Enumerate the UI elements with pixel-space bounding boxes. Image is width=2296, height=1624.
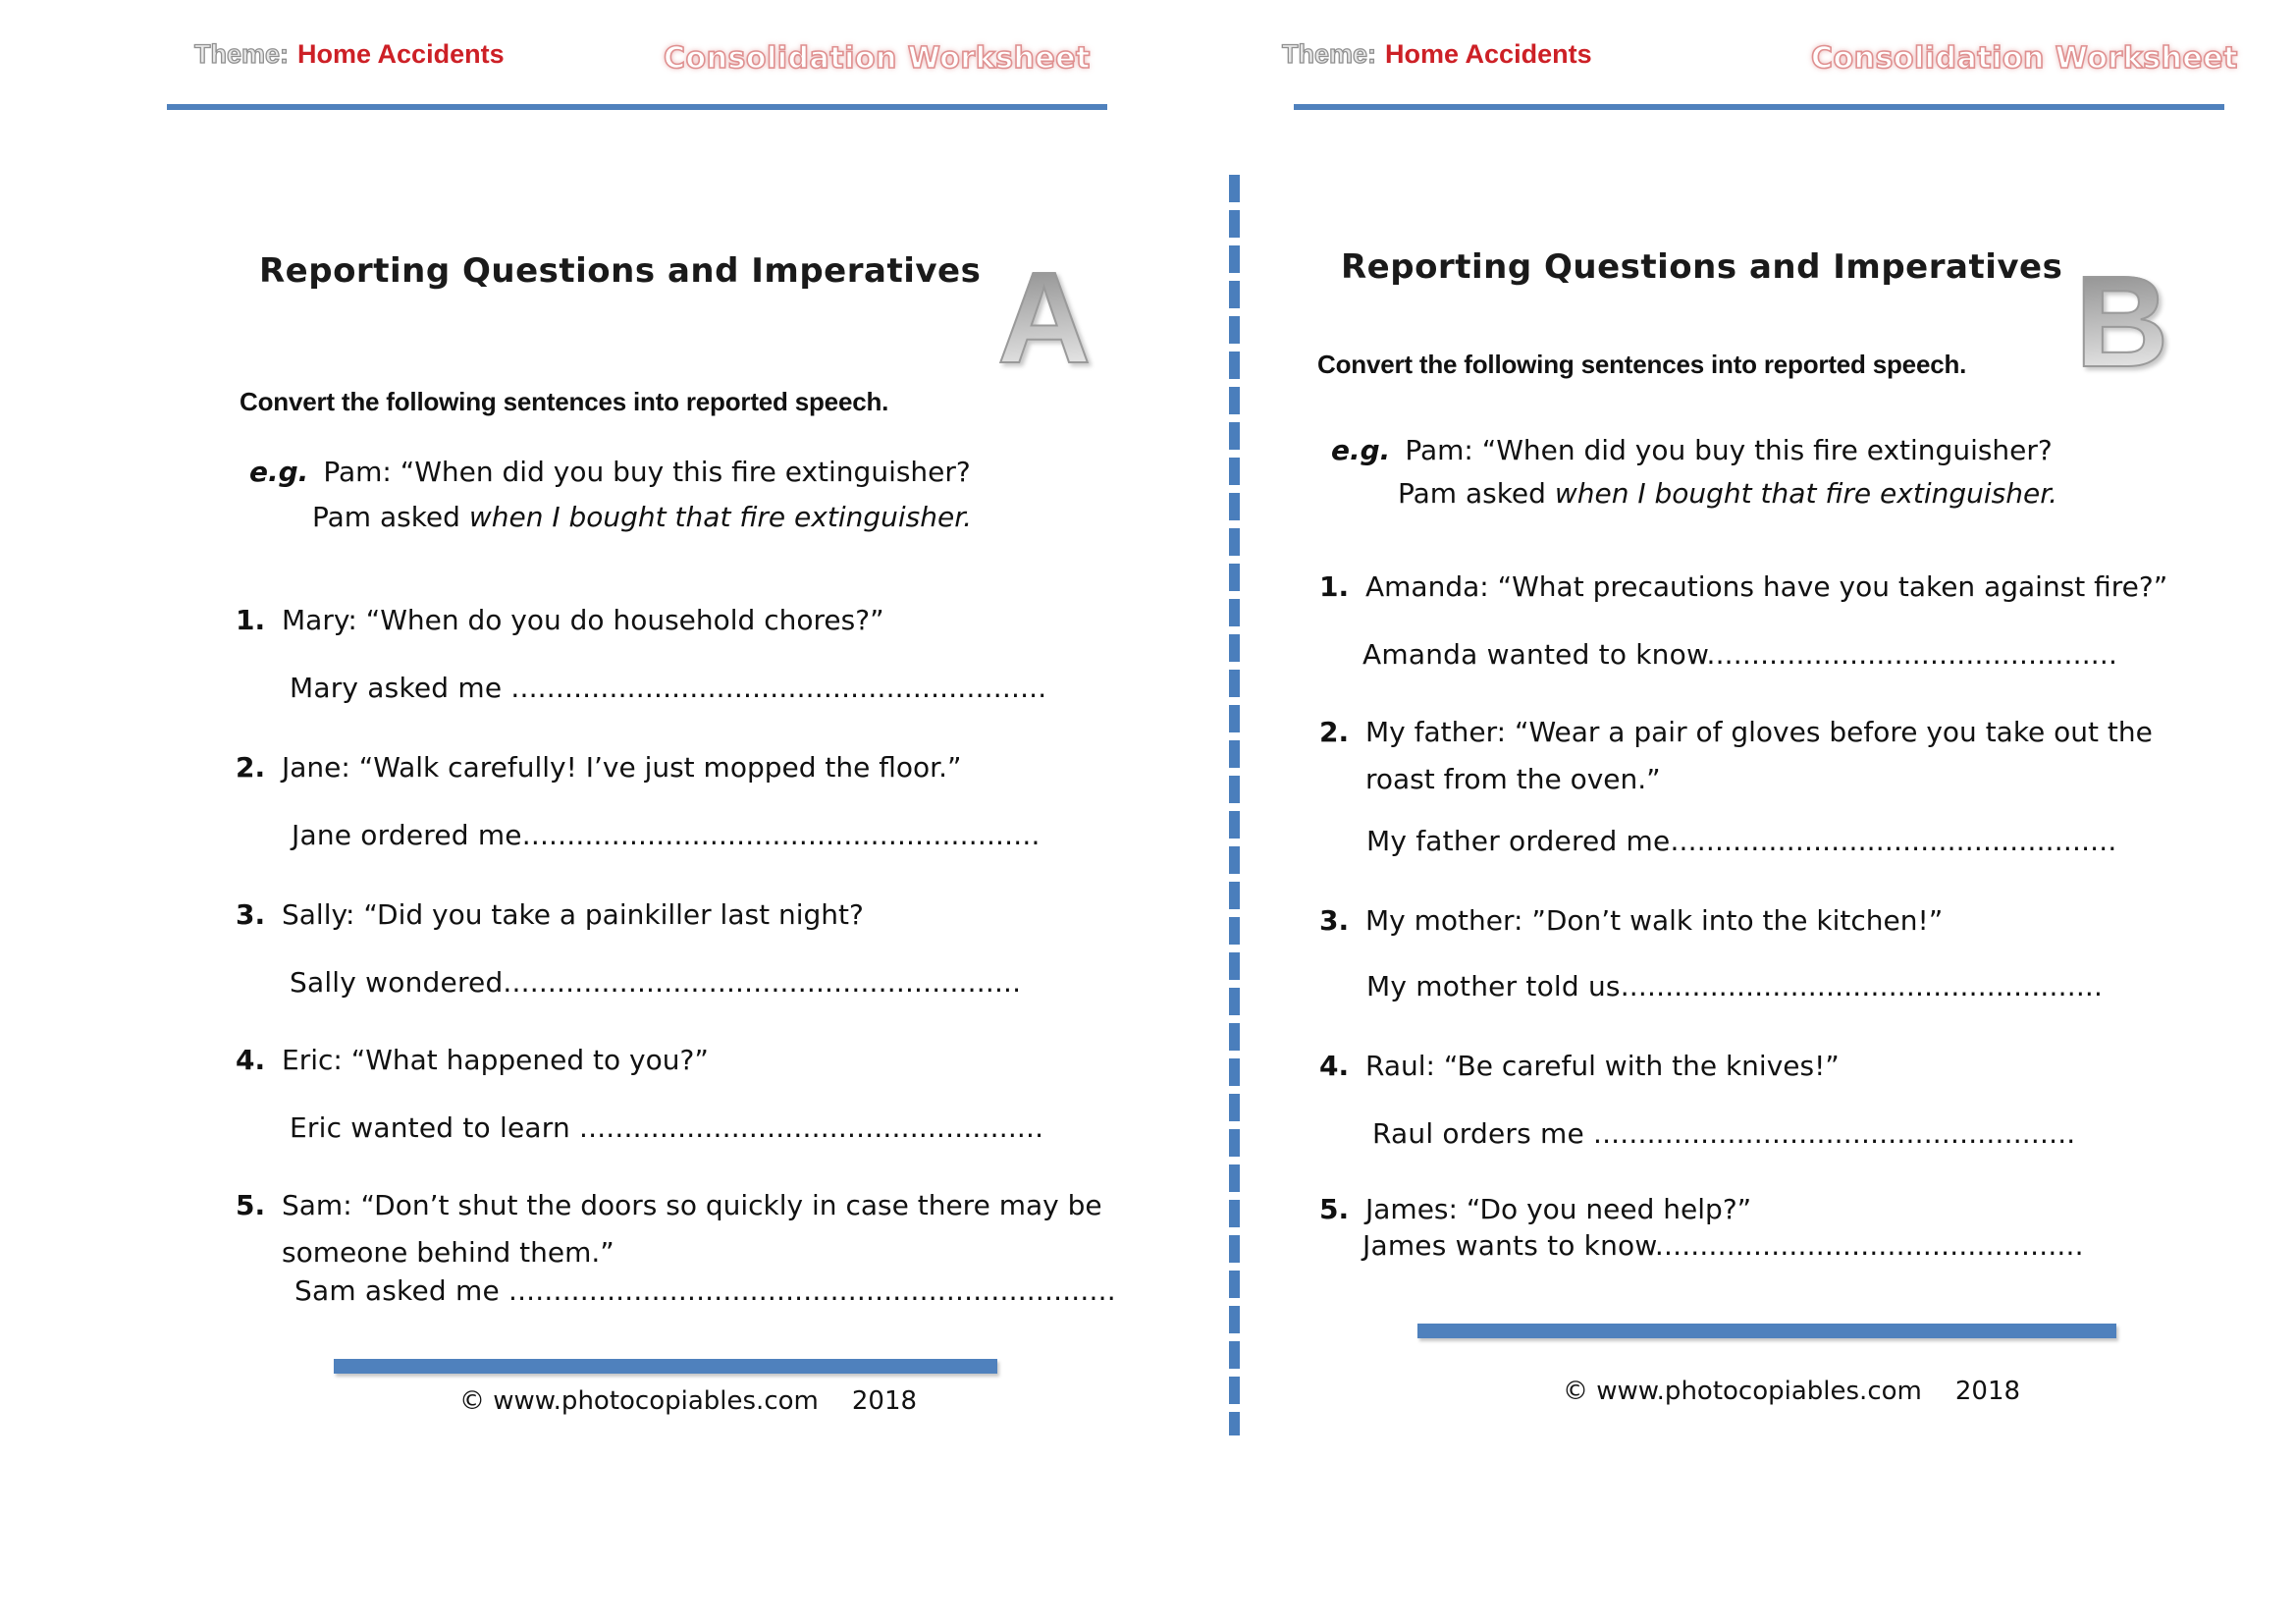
theme-label: Theme: (1282, 39, 1377, 69)
page-title: Reporting Questions and Imperatives (1341, 247, 2063, 287)
page-divider-dashed-line (1229, 175, 1240, 1435)
example-quote-line (1331, 434, 2053, 466)
item-number: 2. (236, 751, 266, 784)
example-reported-italic: when I bought that fire extinguisher. (468, 501, 973, 533)
example-label: e.g. (249, 456, 309, 488)
item-quote-text: Raul: “Be careful with the knives!” (1365, 1050, 1840, 1082)
item-quote (1319, 564, 2167, 611)
header-rule-line (1294, 104, 2224, 110)
example-reported-prefix: Pam asked (1398, 477, 1555, 510)
item-quote-text: My father: “Wear a pair of gloves before you take out the roast from the oven.” (1365, 716, 2153, 795)
example-quote-line (249, 456, 971, 488)
footer (1563, 1377, 2020, 1406)
item-quote-text: Jane: “Walk carefully! I’ve just mopped the floor.” (282, 751, 962, 784)
item-quote-text: James: “Do you need help?” (1365, 1193, 1752, 1225)
item-quote-text: My mother: ”Don’t walk into the kitchen!” (1365, 904, 1944, 937)
footer-bar (334, 1359, 997, 1374)
item-number: 5. (1319, 1193, 1350, 1225)
item-quote-text: Amanda: “What precautions have you taken against fire?” (1365, 570, 2168, 603)
theme-value: Home Accidents (297, 39, 505, 69)
footer-copyright: © www.photocopiables.com (459, 1386, 819, 1416)
header-theme (194, 39, 505, 70)
item-number: 1. (236, 604, 266, 636)
item-number: 4. (236, 1044, 266, 1076)
item-quote-text: Sally: “Did you take a painkiller last night? (282, 898, 864, 931)
item-answer-line: James wants to know................................................ (1362, 1229, 2084, 1262)
item-quote (236, 1037, 709, 1084)
item-number: 5. (236, 1189, 266, 1221)
header-rule-line (167, 104, 1107, 110)
item-quote-text: Eric: “What happened to you?” (282, 1044, 709, 1076)
footer-year: 2018 (851, 1386, 918, 1416)
footer (459, 1386, 917, 1416)
example-reported-italic: when I bought that fire extinguisher. (1554, 477, 2058, 510)
example-quote-text: Pam: “When did you buy this fire extinguisher? (323, 456, 971, 488)
example-label: e.g. (1331, 434, 1391, 466)
item-answer-line: Amanda wanted to know.............................................. (1362, 638, 2118, 671)
worksheet-title: Consolidation Worksheet (664, 41, 1091, 76)
item-number: 4. (1319, 1050, 1350, 1082)
item-number: 3. (1319, 904, 1350, 937)
item-quote (1319, 897, 1943, 945)
item-answer-line: Raul orders me ...................................................... (1372, 1117, 2076, 1150)
section-letter-a: A (997, 245, 1092, 390)
footer-bar (1417, 1324, 2116, 1338)
theme-label: Theme: (194, 39, 290, 69)
instruction-text: Convert the following sentences into reported speech. (240, 387, 889, 416)
item-answer-line: Sally wondered.......................................................... (290, 966, 1022, 999)
page-title: Reporting Questions and Imperatives (259, 251, 982, 291)
worksheet-title: Consolidation Worksheet (1811, 41, 2238, 76)
item-number: 2. (1319, 716, 1350, 748)
item-quote-text: Mary: “When do you do household chores?” (282, 604, 884, 636)
item-number: 1. (1319, 570, 1350, 603)
item-quote (236, 1182, 1136, 1276)
instruction-text: Convert the following sentences into reported speech. (1317, 350, 1967, 379)
item-quote (1319, 1043, 1840, 1090)
theme-value: Home Accidents (1385, 39, 1592, 69)
item-quote (1319, 709, 2219, 803)
item-answer-line: Eric wanted to learn .................................................... (290, 1111, 1044, 1144)
example-reported-line (1398, 477, 2057, 510)
item-quote (236, 892, 864, 939)
example-reported-prefix: Pam asked (312, 501, 469, 533)
item-answer-line: Sam asked me .................................................................... (294, 1274, 1116, 1307)
item-answer-line: Jane ordered me.......................................................... (292, 819, 1041, 851)
item-quote (236, 597, 884, 644)
item-quote (1319, 1186, 1751, 1233)
item-answer-line: Mary asked me ............................................................ (290, 672, 1047, 704)
footer-year: 2018 (1954, 1377, 2021, 1406)
item-answer-line: My father ordered me.................................................. (1366, 825, 2117, 857)
item-quote-text: Sam: “Don’t shut the doors so quickly in case there may be someone behind them.” (282, 1189, 1102, 1269)
example-quote-text: Pam: “When did you buy this fire extinguisher? (1405, 434, 2053, 466)
item-answer-line: My mother told us...................................................... (1366, 970, 2104, 1002)
header-theme (1282, 39, 1592, 70)
section-letter-b: B (2075, 249, 2169, 394)
item-quote (236, 744, 962, 791)
example-reported-line (312, 501, 972, 533)
item-number: 3. (236, 898, 266, 931)
footer-copyright: © www.photocopiables.com (1563, 1377, 1922, 1406)
